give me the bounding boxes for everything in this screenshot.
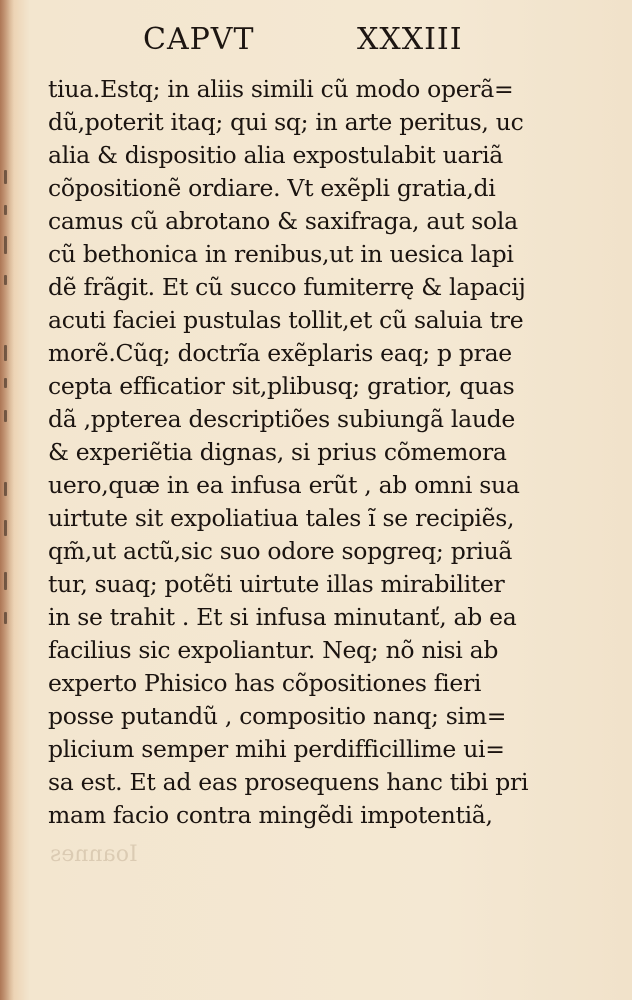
bleed-mark [4, 612, 7, 624]
bleed-mark [4, 410, 7, 422]
text-line: cõpositionẽ ordiare. Vt exẽpli gratia,di [48, 174, 496, 202]
running-header [0, 22, 632, 62]
text-line: morẽ.Cũq; doctrĩa exẽplaris eaq; p prae [48, 339, 512, 367]
text-line: dã ,ppterea descriptiões subiungã laude [48, 405, 516, 433]
text-line: uirtute sit expoliatiua tales ĩ se recipiẽs, [48, 504, 515, 532]
gutter-shadow [0, 0, 14, 1000]
bleed-mark [4, 520, 7, 536]
bleed-mark [4, 236, 7, 254]
text-line: in se trahit . Et si infusa minutanť, ab ea [48, 603, 517, 631]
show-through-text: Ioannes [50, 842, 138, 867]
text-line: experto Phisico has cõpositiones fieri [48, 669, 482, 697]
text-line: camus cũ abrotano & saxifraga, aut sola [48, 207, 518, 235]
text-line: plicium semper mihi perdifficillime ui= [48, 735, 505, 763]
text-line: acuti faciei pustulas tollit,et cũ saluia tre [48, 306, 524, 334]
text-line: sa est. Et ad eas prosequens hanc tibi pri [48, 768, 529, 796]
bleed-mark [4, 205, 7, 215]
text-line: dẽ frãgit. Et cũ succo fumiterrę & lapacij [48, 273, 526, 301]
header-title-left: CAPVT [143, 22, 255, 57]
text-line: uero,quæ in ea infusa erũt , ab omni sua [48, 471, 520, 499]
bleed-mark [4, 482, 7, 496]
text-line: cũ bethonica in renibus,ut in uesica lapi [48, 240, 514, 268]
text-line: facilius sic expoliantur. Neq; nõ nisi ab [48, 636, 499, 664]
text-line: tiua.Estq; in aliis simili cũ modo operã= [48, 75, 514, 103]
bleed-mark [4, 275, 7, 285]
bleed-mark [4, 345, 7, 361]
text-line: & experiẽtia dignas, si prius cõmemora [48, 438, 507, 466]
text-line: qm̃,ut actũ,sic suo odore sopgreq; priuã [48, 537, 513, 565]
bleed-mark [4, 378, 7, 388]
text-line: alia & dispositio alia expostulabit uariã [48, 141, 503, 169]
bleed-mark [4, 170, 7, 184]
text-line: mam facio contra mingẽdi impotentiã, [48, 801, 493, 829]
header-title-right: XXXIII [357, 22, 463, 57]
bleed-mark [4, 572, 7, 590]
text-line: dũ,poterit itaq; qui sq; in arte peritus, uc [48, 108, 524, 136]
text-line: tur, suaq; potẽti uirtute illas mirabiliter [48, 570, 505, 598]
text-line: posse putandũ , compositio nanq; sim= [48, 702, 507, 730]
text-line: cepta efficatior sit,plibusq; gratior, quas [48, 372, 515, 400]
